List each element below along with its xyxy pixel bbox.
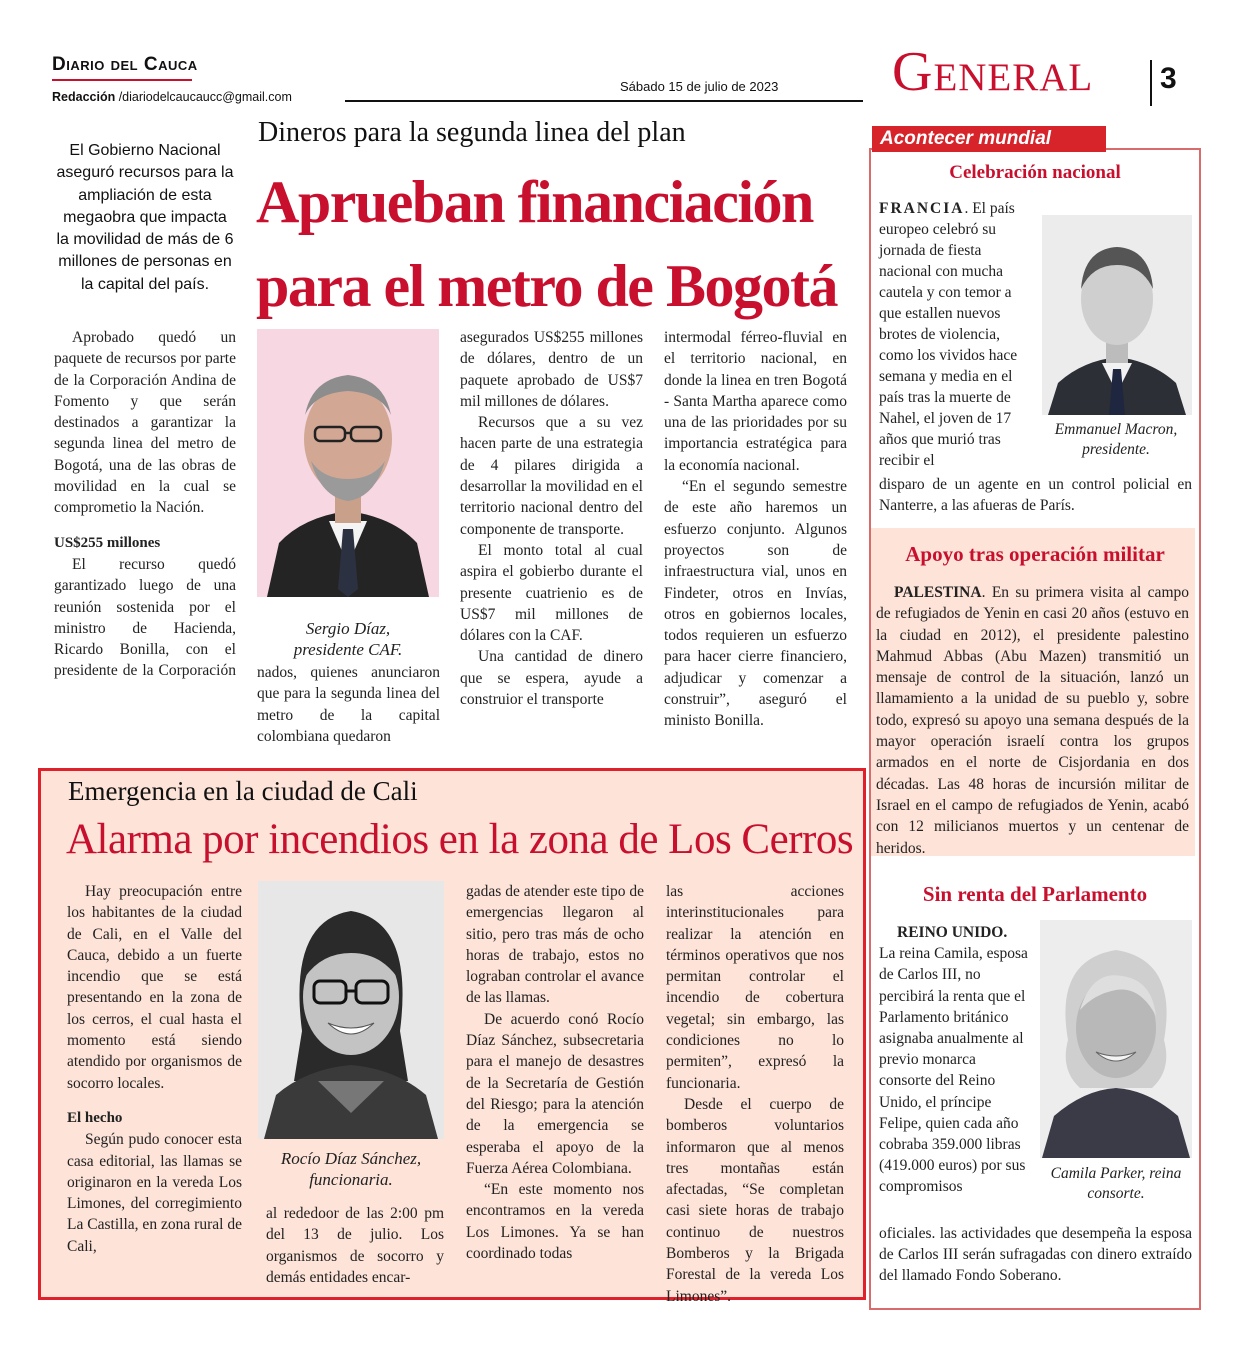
- cali-paragraph: al rededoor de las 2:00 pm del 13 de julio. Los organismos de socorro y demás entidades encar-: [266, 1205, 444, 1286]
- lead-column-4: [664, 327, 847, 732]
- cali-paragraph: Según pudo conocer esta casa editorial, las llamas se originaron en la vereda Los Limones, del corregimiento La Castilla, en zona rural de Cali,: [67, 1131, 242, 1255]
- cali-column-2-tail: [266, 1203, 444, 1288]
- lead-headline: [256, 160, 856, 328]
- lead-headline-line2: para el metro de Bogotá: [256, 253, 837, 319]
- section-divider: [1150, 60, 1152, 106]
- lead-paragraph: nados, quienes anunciaron que para la segunda linea del metro de la capital colombiana quedaron: [257, 664, 440, 745]
- caption-line: presidente.: [1082, 441, 1150, 458]
- world-paragraph: . El país europeo celebró su jornada de fiesta nacional con mucha cautela y con temor a que estallen nuevos brotes de violencia, como los vividos hace semana y media en el país tras la muerte de Nahel, el joven de 17 años que murió tras recibir el: [879, 200, 1018, 469]
- lead-paragraph: El monto total al cual aspira el gobierbo durante el presente cuatrienio es de US$7 mil millones de dólares con la CAF.: [460, 541, 643, 645]
- dateline: PALESTINA: [894, 584, 982, 601]
- caption-line: presidente CAF.: [293, 640, 403, 659]
- lead-paragraph: asegurados US$255 millones de dólares, dentro de un paquete aprobado de US$7 mil millones de dólares.: [460, 329, 643, 410]
- person-portrait-icon: [258, 881, 444, 1139]
- sergio-diaz-photo: [257, 329, 439, 597]
- person-portrait-icon: [1040, 920, 1192, 1158]
- cali-column-4: [666, 881, 844, 1307]
- lead-paragraph: Recursos que a su vez hacen parte de una estrategia de 4 pilares dirigida a desarrollar la movilidad en el territorio nacional dentro del componente de transporte.: [460, 414, 643, 538]
- lead-paragraph: El recurso quedó garantizado luego de una reunión sostenida por el ministro de Hacienda, Ricardo Bonilla, con el presidente de la Corporación: [54, 555, 236, 680]
- lead-column-1: [54, 327, 236, 682]
- lead-paragraph: intermodal férreo-fluvial en el territorio nacional, en donde la linea en tren Bogotá - Santa Martha aparece como una de las prioridades por su importancia estratégica para la economía nacional.: [664, 329, 847, 474]
- cali-paragraph: gadas de atender este tipo de emergencias llegaron al sitio, pero tras más de ocho horas de trabajo, estos no lograban controlar el avance de las llamas.: [466, 883, 644, 1007]
- caption-line: funcionaria.: [309, 1170, 393, 1189]
- section-title: General: [892, 41, 1094, 103]
- contact-line: [52, 90, 292, 104]
- caption-line: Camila Parker, reina: [1050, 1165, 1182, 1182]
- lead-paragraph: Una cantidad de dinero que se espera, ayude a construior el transporte: [460, 648, 643, 709]
- cali-paragraph: Hay preocupación entre los habitantes de la ciudad de Cali, en el Valle del Cauca, debido a un fuerte incendio que se está presentando en la zona de los cerros, el cual hasta el momento está siendo atendido por organismos de socorro locales.: [67, 883, 242, 1092]
- rocio-diaz-photo: [258, 881, 444, 1139]
- world-paragraph: La reina Camila, esposa de Carlos III, no percibirá la renta que el Parlamento británico asignaba anualmente al previo monarca consorte del Reino Unido, el príncipe Felipe, quien cada año cobraba 359.000 libras (419.000 euros) por sus compromisos: [879, 945, 1028, 1196]
- world-paragraph: oficiales. las actividades que desempeña la esposa de Carlos III serán sufragadas con dinero extraído del llamado Fondo Soberano.: [879, 1225, 1192, 1285]
- cali-subhead: El hecho: [67, 1109, 123, 1126]
- cali-paragraph: las acciones interinstitucionales para realizar la atención en términos operativos que nos permitan controlar el incendio de cobertura vegetal; sin embargo, las condiciones no lo permiten”, expresó la funcionaria.: [666, 883, 844, 1092]
- rocio-diaz-caption: [258, 1148, 444, 1190]
- contact-label: Redacción: [52, 90, 116, 104]
- lead-kicker: Dineros para la segunda linea del plan: [258, 117, 686, 148]
- world-item1-title: Celebración nacional: [949, 162, 1121, 183]
- world-paragraph: disparo de un agente en un control policial en Nanterre, a las afueras de París.: [879, 476, 1192, 514]
- camila-photo: [1040, 920, 1192, 1158]
- lead-paragraph: Aprobado quedó un paquete de recursos por parte de la Corporación Andina de Fomento y que serán destinados a garantizar la segunda linea del metro de Bogotá, una de las obras de movilidad en la cual se comprometio la Nación.: [54, 329, 236, 517]
- lead-headline-line1: Aprueban financiación: [256, 169, 813, 235]
- person-portrait-icon: [1042, 215, 1192, 415]
- world-banner: Acontecer mundial: [872, 126, 1106, 152]
- cali-headline: Alarma por incendios en la zona de Los Cerros: [66, 816, 854, 863]
- world-item3-tail: [879, 1223, 1192, 1287]
- macron-photo: [1042, 215, 1192, 415]
- cali-paragraph: Desde el cuerpo de bomberos voluntarios informaron que al menos tres montañas están afectadas, “Se completan casi siete horas de trabajo continuo de nuestros Bomberos y la Brigada Forestal de la vereda Los Limones”.: [666, 1095, 844, 1305]
- caption-line: Emmanuel Macron,: [1054, 421, 1178, 438]
- cali-column-1: [67, 881, 242, 1257]
- paper-name-underline: [52, 79, 192, 81]
- world-item1-text: [879, 198, 1029, 471]
- camila-caption: [1038, 1164, 1194, 1204]
- world-paragraph: . En su primera visita al campo de refugiados de Yenin en casi 20 años (estuvo en la ciudad en 2012), el presidente palestino Mahmud Abbas (Abu Mazen) transmitió un mensaje de control de la situación, lanzó un llamamiento a la unidad de su pueblo y, sobre todo, expresó su apoyo una semana después de la mayor operación israelí contra los grupos armados en el norte de Cisjordania en dos décadas. Las 48 horas de incursión militar de Israel en el campo de refugiados de Yenin, acabó con 12 milicianos muertos y un centenar de heridos.: [876, 584, 1189, 857]
- cali-paragraph: De acuerdo conó Rocío Díaz Sánchez, subsecretaria para el manejo de desastres de la Secretaría de Gestión del Riesgo; para la atención de la emergencia se esperaba el apoyo de la Fuerza Aérea Colombiana.: [466, 1010, 644, 1177]
- world-item2-text: [876, 582, 1189, 859]
- masthead-rule: [345, 100, 863, 102]
- lead-subhead: US$255 millones: [54, 534, 161, 551]
- lead-summary: El Gobierno Nacional aseguró recursos para la ampliación de esta megaobra que impacta la movilidad de más de 6 millones de personas en la capital del país.: [56, 142, 234, 293]
- dateline: REINO UNIDO.: [897, 924, 1008, 941]
- lead-column-3: [460, 327, 643, 710]
- caption-line: Sergio Díaz,: [305, 619, 391, 638]
- paper-name: Diario del Cauca: [52, 54, 198, 75]
- caption-line: consorte.: [1087, 1185, 1145, 1202]
- dateline: FRANCIA: [879, 200, 965, 217]
- world-item2-title: Apoyo tras operación militar: [905, 542, 1165, 566]
- world-item3-text: [879, 922, 1029, 1198]
- lead-paragraph: “En el segundo semestre de este año haremos un esfuerzo conjunto. Algunos proyectos son de infraestructura vial, unos en Findeter, otros en Invías, otros en gobiernos locales, todos requieren un esfuerzo para hacer cierre financiero, adjudicar y comenzar a construir”, aseguró el ministo Bonilla.: [664, 478, 847, 730]
- issue-date: Sábado 15 de julio de 2023: [620, 79, 779, 94]
- caption-line: Rocío Díaz Sánchez,: [280, 1149, 422, 1168]
- person-portrait-icon: [257, 329, 439, 597]
- lead-column-2-tail: [257, 662, 440, 747]
- sergio-diaz-caption: [257, 618, 439, 660]
- macron-caption: [1040, 420, 1192, 460]
- world-item1-tail: [879, 474, 1192, 516]
- contact-email: /diariodelcaucaucc@gmail.com: [118, 90, 292, 104]
- page-number: 3: [1160, 62, 1177, 95]
- cali-kicker: Emergencia en la ciudad de Cali: [68, 776, 418, 806]
- cali-paragraph: “En este momento nos encontramos en la vereda Los Limones. Ya se han coordinado todas: [466, 1181, 644, 1263]
- world-item3-title: Sin renta del Parlamento: [922, 882, 1148, 906]
- cali-column-3: [466, 881, 644, 1264]
